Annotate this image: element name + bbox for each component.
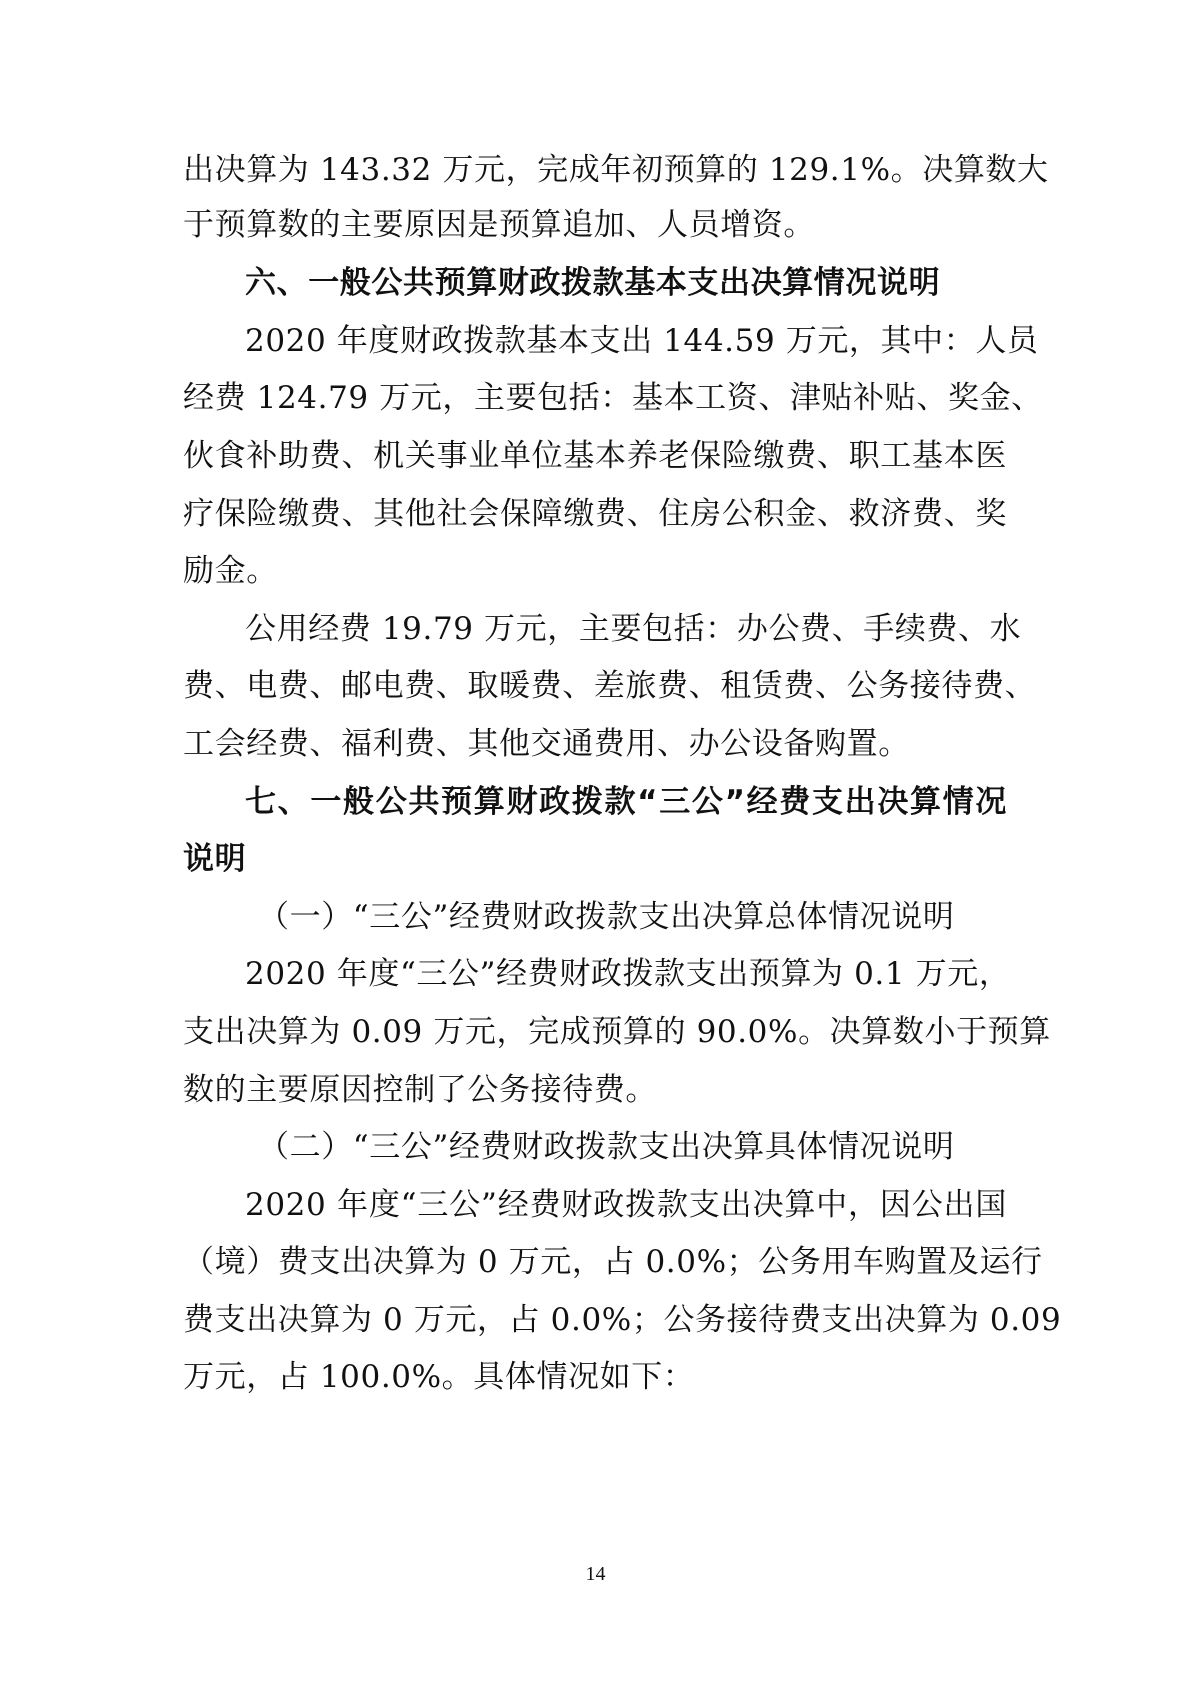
body-text-line: （境）费支出决算为 0 万元，占 0.0%；公务用车购置及运行 (183, 1244, 1043, 1280)
body-text-line: 2020 年度“三公”经费财政拨款支出决算中，因公出国 (245, 1187, 1007, 1223)
page-number: 14 (585, 1563, 606, 1585)
section-heading-6: 六、一般公共预算财政拨款基本支出决算情况说明 (245, 265, 941, 301)
body-text-line: 2020 年度“三公”经费财政拨款支出预算为 0.1 万元， (245, 956, 1011, 992)
sub-heading-1: （一）“三公”经费财政拨款支出决算总体情况说明 (258, 899, 955, 935)
body-text-line: 工会经费、福利费、其他交通费用、办公设备购置。 (183, 726, 910, 762)
body-text-line: 费支出决算为 0 万元，占 0.0%；公务接待费支出决算为 0.09 (183, 1302, 1062, 1338)
body-text-line: 2020 年度财政拨款基本支出 144.59 万元，其中：人员 (245, 323, 1039, 359)
body-text-line: 经费 124.79 万元，主要包括：基本工资、津贴补贴、奖金、 (183, 380, 1043, 416)
sub-heading-2: （二）“三公”经费财政拨款支出决算具体情况说明 (258, 1129, 955, 1165)
body-text-line: 出决算为 143.32 万元，完成年初预算的 129.1%。决算数大 (183, 152, 1049, 188)
body-text-line: 数的主要原因控制了公务接待费。 (183, 1072, 657, 1108)
body-text-line: 伙食补助费、机关事业单位基本养老保险缴费、职工基本医 (183, 438, 1007, 474)
section-heading-7: 七、一般公共预算财政拨款“三公”经费支出决算情况 (245, 784, 1007, 820)
body-text-line: 励金。 (183, 553, 278, 589)
body-text-line: 于预算数的主要原因是预算追加、人员增资。 (183, 207, 815, 243)
body-text-line: 支出决算为 0.09 万元，完成预算的 90.0%。决算数小于预算 (183, 1014, 1051, 1050)
body-text-line: 疗保险缴费、其他社会保障缴费、住房公积金、救济费、奖 (183, 496, 1007, 532)
body-text-line: 万元，占 100.0%。具体情况如下： (183, 1359, 695, 1395)
body-text-line: 费、电费、邮电费、取暖费、差旅费、租赁费、公务接待费、 (183, 668, 1037, 704)
body-text-line: 公用经费 19.79 万元，主要包括：办公费、手续费、水 (245, 611, 1022, 647)
section-heading-7-continued: 说明 (183, 841, 247, 877)
